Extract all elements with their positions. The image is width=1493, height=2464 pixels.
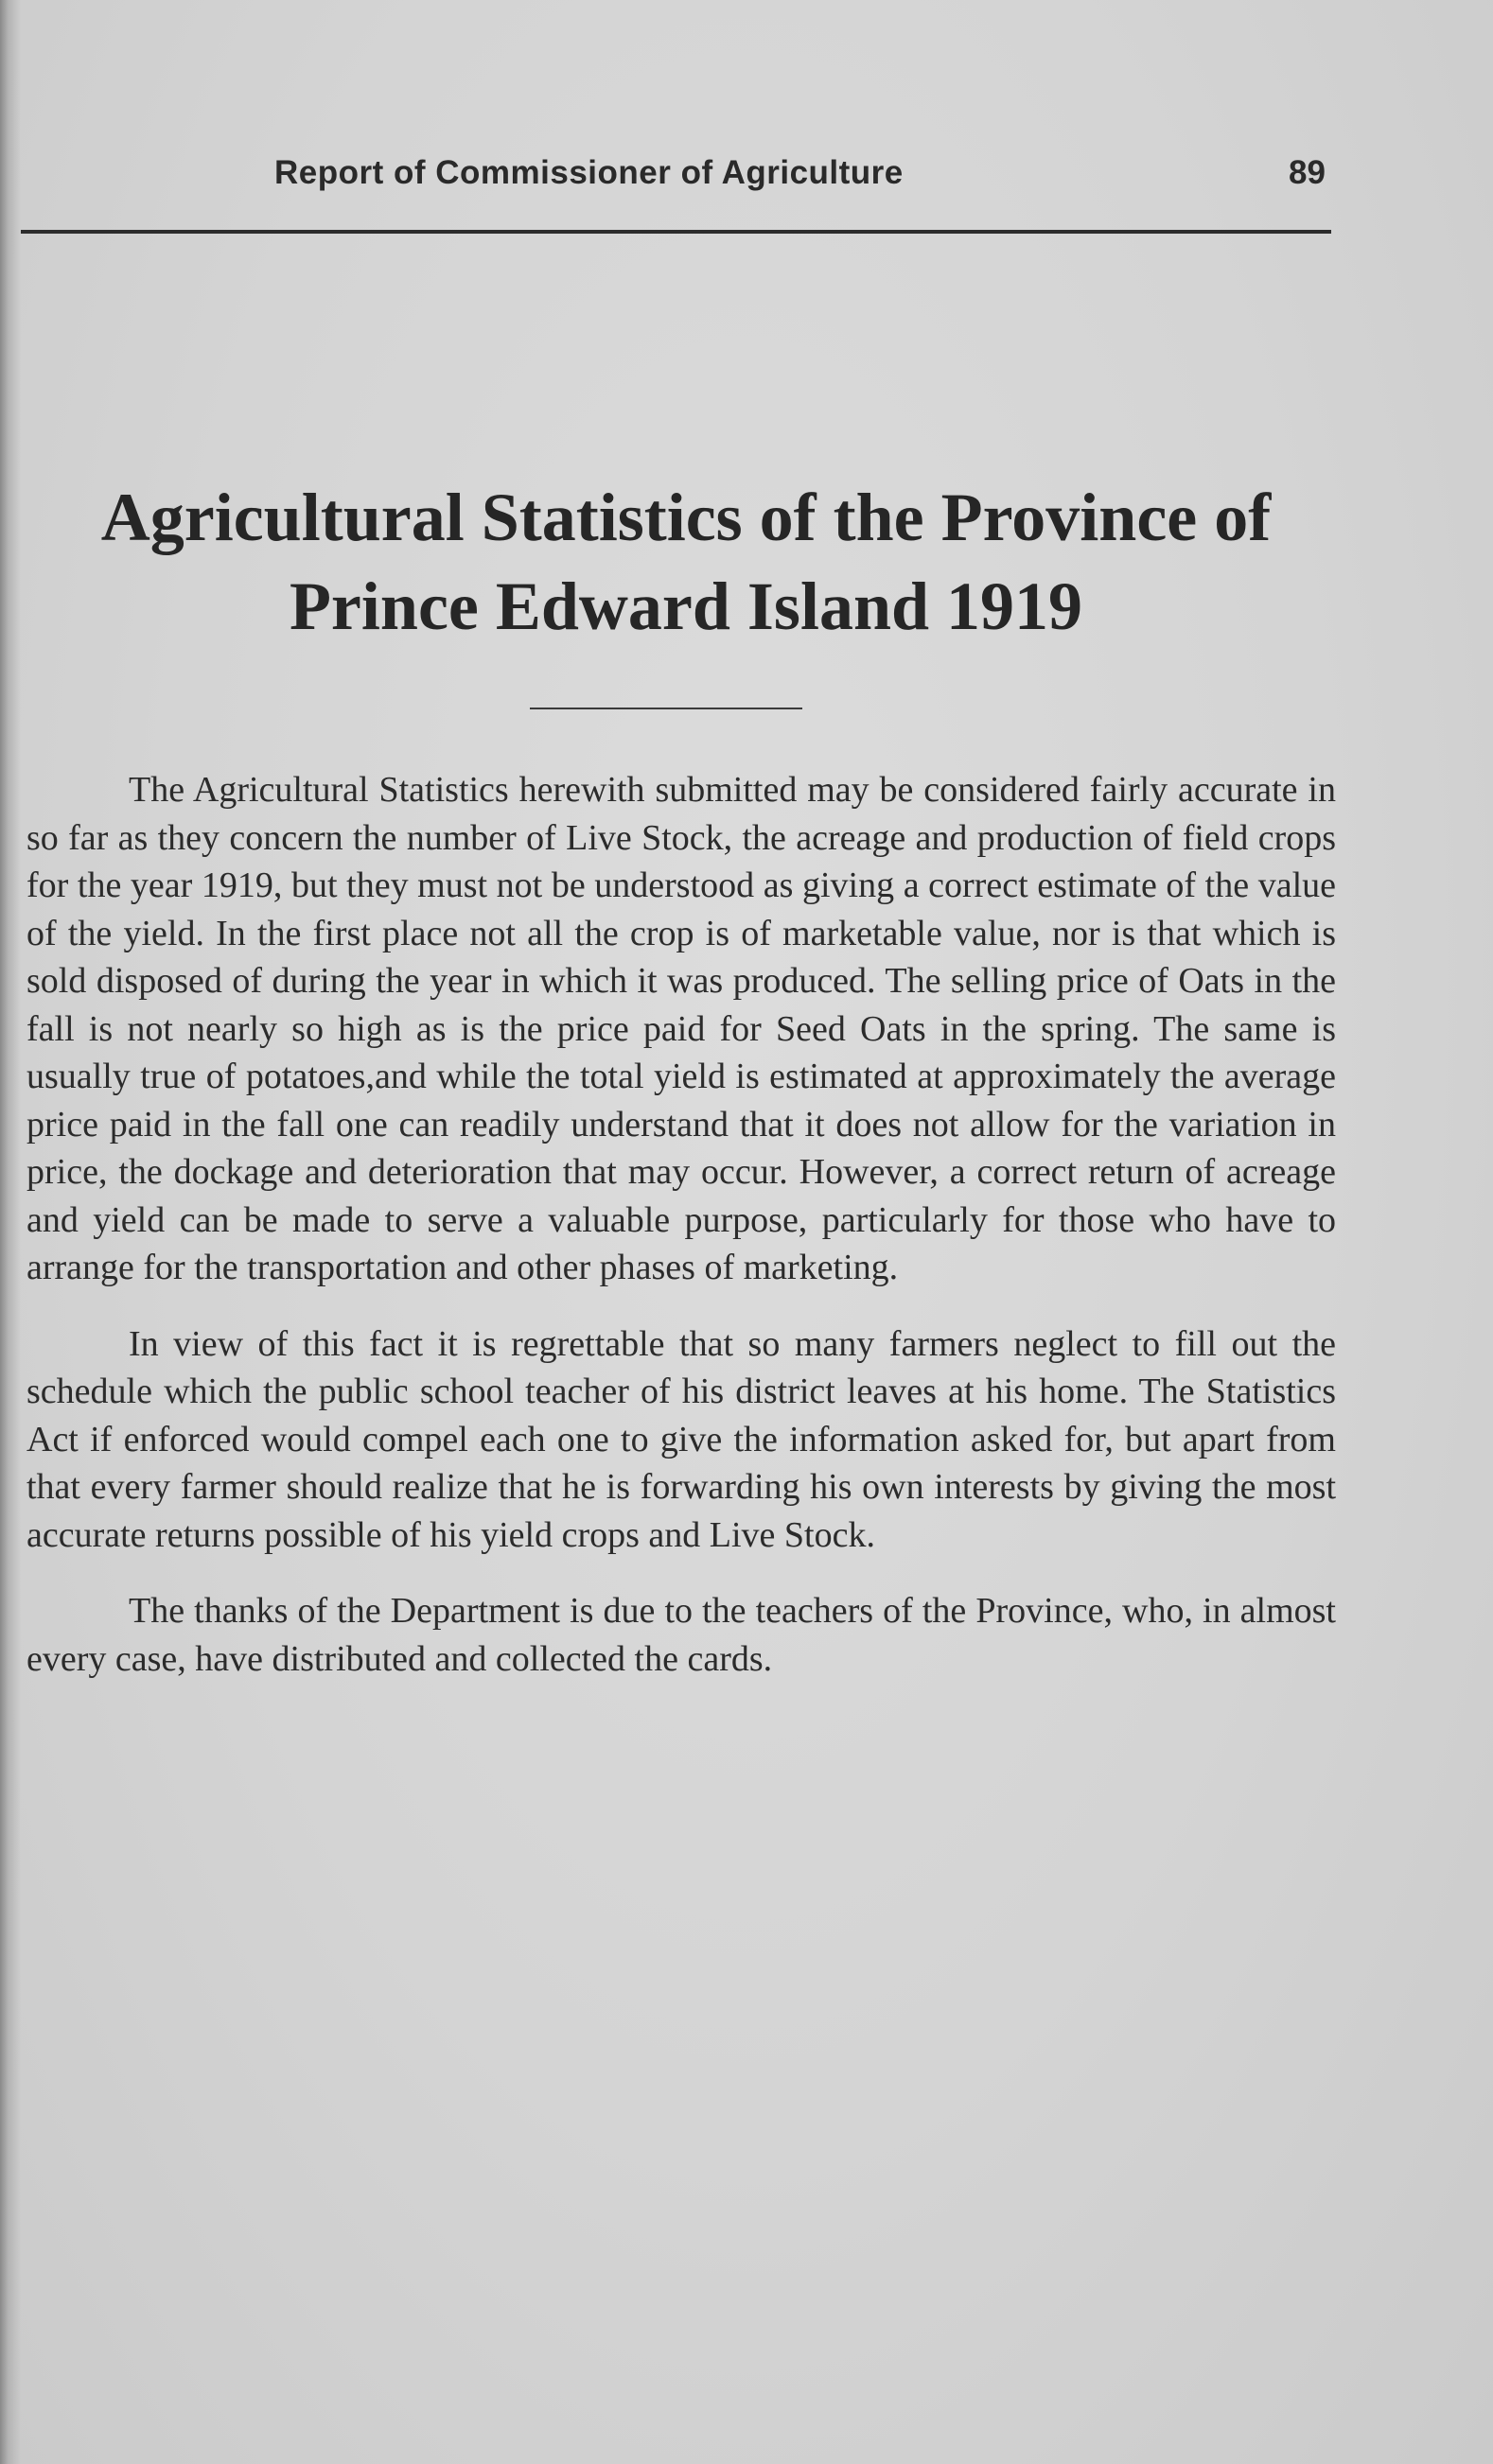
paragraph-3: The thanks of the Department is due to the teachers of the Province, who, in almost every case, have distributed and collected the cards. <box>26 1591 1336 1679</box>
paragraph-2: In view of this fact it is regrettable that so many farmers neglect to fill out the schedule which the public school teacher of his district leaves at his home. The Statistics Act if enforced would compel each one to give the information asked for, but apart from that every farmer should realize that he is forwarding his own interests by giving the most accurate returns possible of his yield crops and Live Stock. <box>26 1323 1336 1555</box>
title-line-2: Prince Edward Island 1919 <box>289 568 1083 644</box>
paragraph-1: The Agricultural Statistics herewith submitted may be considered fairly accurate in so far as they concern the number of Live Stock, the acreage and production of field crops for the year 1919, but they must not be understood as giving a correct estimate of the value of the yield. In the first place not all the crop is of marketable value, nor is that which is sold disposed of during the year in which it was produced. The selling price of Oats in the fall is not nearly so high as is the price paid for Seed Oats in the spring. The same is usually true of potatoes,and while the total yield is estimated at approximately the average price paid in the fall one can readily understand that it does not allow for the variation in price, the dockage and deterioration that may occur. However, a correct return of acreage and yield can be made to serve a valuable purpose, particularly for those who have to arrange for the transportation and other phases of marketing. <box>26 770 1336 1287</box>
title-line-1: Agricultural Statistics of the Province of <box>100 480 1272 555</box>
header-rule <box>21 230 1331 234</box>
title-divider <box>530 708 802 709</box>
body-text <box>26 766 1336 1683</box>
page-binding-edge <box>0 0 21 2464</box>
page-title <box>19 473 1353 651</box>
running-head: Report of Commissioner of Agriculture <box>274 154 904 191</box>
page-number: 89 <box>1289 154 1326 191</box>
